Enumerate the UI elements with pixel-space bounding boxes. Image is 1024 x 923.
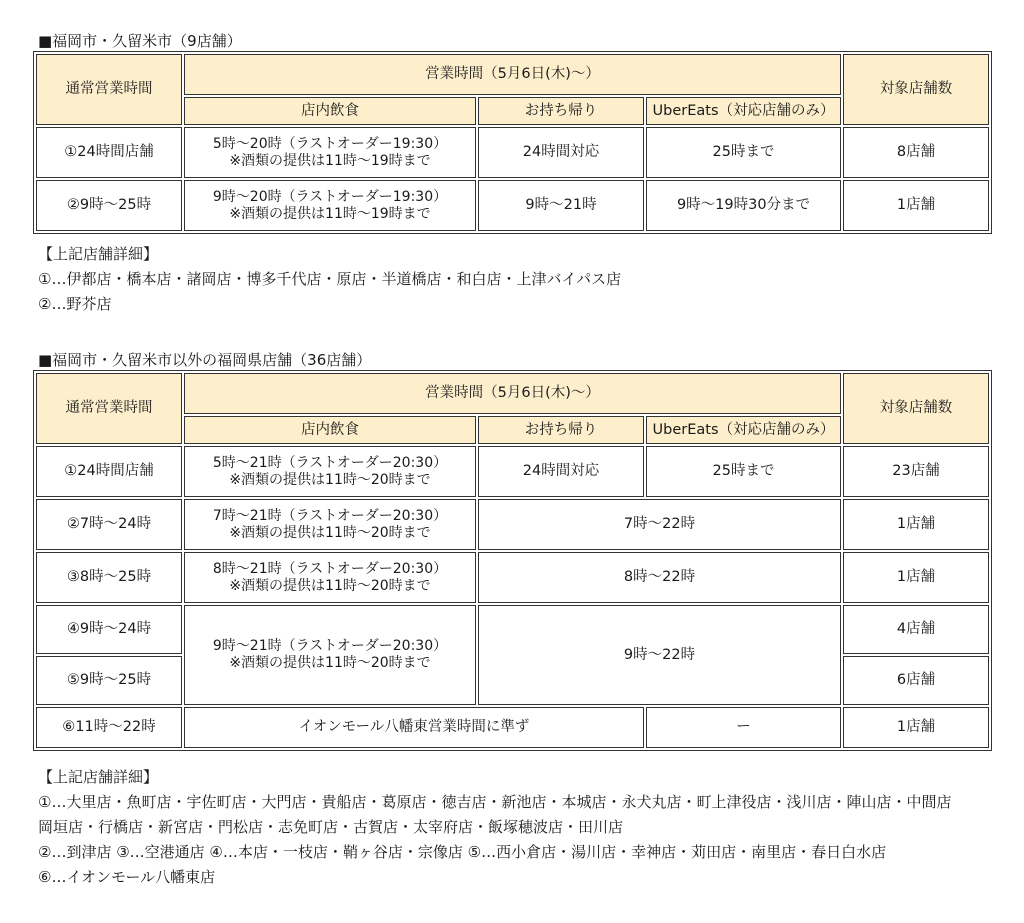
ubereats-cell: 25時まで <box>646 127 841 178</box>
store-count-cell: 8店舗 <box>843 127 989 178</box>
header-store-count: 対象店舗数 <box>843 373 989 444</box>
store-count-cell: 23店舗 <box>843 446 989 497</box>
normal-hours-cell: ②9時～25時 <box>36 180 182 231</box>
dine-in-cell <box>184 552 476 603</box>
details-line: ⑥…イオンモール八幡東店 <box>38 868 216 886</box>
details-line: ①…伊都店・橋本店・諸岡店・博多千代店・原店・半道橋店・和白店・上津バイパス店 <box>38 270 622 288</box>
store-count-cell: 1店舗 <box>843 499 989 550</box>
takeout-cell: 9時～21時 <box>478 180 644 231</box>
details-title: 【上記店舗詳細】 <box>38 245 159 263</box>
header-ubereats: UberEats（対応店舗のみ） <box>646 416 841 444</box>
header-takeout: お持ち帰り <box>478 97 644 125</box>
alcohol-note: ※酒類の提供は11時～20時まで <box>229 655 431 671</box>
dine-in-cell <box>184 446 476 497</box>
normal-hours-cell: ⑥11時～22時 <box>36 707 182 748</box>
header-normal-hours: 通常営業時間 <box>36 54 182 125</box>
store-count-cell: 4店舗 <box>843 605 989 654</box>
alcohol-note: ※酒類の提供は11時～20時まで <box>229 471 431 488</box>
ubereats-cell: ー <box>646 707 841 748</box>
details-line: ②…野芥店 <box>38 295 112 313</box>
section2-heading: ■福岡市・久留米市以外の福岡県店舗（36店舗） <box>38 351 372 369</box>
dine-in-cell <box>184 180 476 231</box>
table-row <box>36 446 989 497</box>
dine-in-cell <box>184 127 476 178</box>
section2-store-details <box>38 765 951 890</box>
details-line: ①…大里店・魚町店・宇佐町店・大門店・貴船店・葛原店・徳吉店・新池店・本城店・永犬丸店・町上津役店・浅川店・陣山店・中間店 <box>38 793 952 811</box>
dine-takeout-cell: イオンモール八幡東営業時間に準ず <box>184 707 644 748</box>
ubereats-cell: 9時～19時30分まで <box>646 180 841 231</box>
header-ubereats: UberEats（対応店舗のみ） <box>646 97 841 125</box>
section1-store-details <box>38 242 621 317</box>
section2-hours-table <box>33 370 992 751</box>
takeout-ubereats-cell: 8時～22時 <box>478 552 841 603</box>
header-store-count: 対象店舗数 <box>843 54 989 125</box>
table-row <box>36 552 989 603</box>
details-title: 【上記店舗詳細】 <box>38 768 159 786</box>
table-row <box>36 180 989 231</box>
ubereats-cell: 25時まで <box>646 446 841 497</box>
details-line: ②…到津店 ③…空港通店 ④…本店・一枝店・鞘ヶ谷店・宗像店 ⑤…西小倉店・湯川店・幸神店・苅田店・南里店・春日白水店 <box>38 843 887 861</box>
header-normal-hours: 通常営業時間 <box>36 373 182 444</box>
alcohol-note: ※酒類の提供は11時～20時まで <box>229 577 431 594</box>
alcohol-note: ※酒類の提供は11時～19時まで <box>229 152 431 169</box>
normal-hours-cell: ①24時間店舗 <box>36 446 182 497</box>
store-count-cell: 1店舗 <box>843 552 989 603</box>
dine-in-cell <box>184 605 476 705</box>
takeout-cell: 24時間対応 <box>478 127 644 178</box>
header-dine-in: 店内飲食 <box>184 97 476 125</box>
section1-hours-table <box>33 51 992 234</box>
table-row <box>36 127 989 178</box>
store-count-cell: 1店舗 <box>843 707 989 748</box>
dine-in-hours: 9時～20時（ラストオーダー19:30） <box>212 188 448 205</box>
dine-in-hours: 5時～20時（ラストオーダー19:30） <box>212 135 448 152</box>
section1-heading: ■福岡市・久留米市（9店舗） <box>38 32 242 50</box>
takeout-ubereats-cell: 7時～22時 <box>478 499 841 550</box>
store-count-cell: 1店舗 <box>843 180 989 231</box>
takeout-ubereats-cell: 9時～22時 <box>478 605 841 705</box>
table-row <box>36 605 989 654</box>
table-row <box>36 707 989 748</box>
table-row <box>36 499 989 550</box>
dine-in-hours: 7時～21時（ラストオーダー20:30） <box>212 507 448 524</box>
details-line: 岡垣店・行橋店・新宮店・門松店・志免町店・古賀店・太宰府店・飯塚穂波店・田川店 <box>38 818 624 836</box>
takeout-cell: 24時間対応 <box>478 446 644 497</box>
dine-in-hours: 8時～21時（ラストオーダー20:30） <box>212 560 448 577</box>
normal-hours-cell: ①24時間店舗 <box>36 127 182 178</box>
normal-hours-cell: ③8時～25時 <box>36 552 182 603</box>
alcohol-note: ※酒類の提供は11時～19時まで <box>229 205 431 222</box>
header-dine-in: 店内飲食 <box>184 416 476 444</box>
normal-hours-cell: ⑤9時～25時 <box>36 656 182 705</box>
dine-in-hours: 5時～21時（ラストオーダー20:30） <box>212 454 448 471</box>
dine-in-hours: 9時～21時（ラストオーダー20:30） <box>212 638 448 654</box>
dine-in-cell <box>184 499 476 550</box>
alcohol-note: ※酒類の提供は11時～20時まで <box>229 524 431 541</box>
normal-hours-cell: ②7時～24時 <box>36 499 182 550</box>
header-business-hours: 営業時間（5月6日(木)～） <box>184 54 841 95</box>
store-count-cell: 6店舗 <box>843 656 989 705</box>
header-business-hours: 営業時間（5月6日(木)～） <box>184 373 841 414</box>
header-takeout: お持ち帰り <box>478 416 644 444</box>
normal-hours-cell: ④9時～24時 <box>36 605 182 654</box>
